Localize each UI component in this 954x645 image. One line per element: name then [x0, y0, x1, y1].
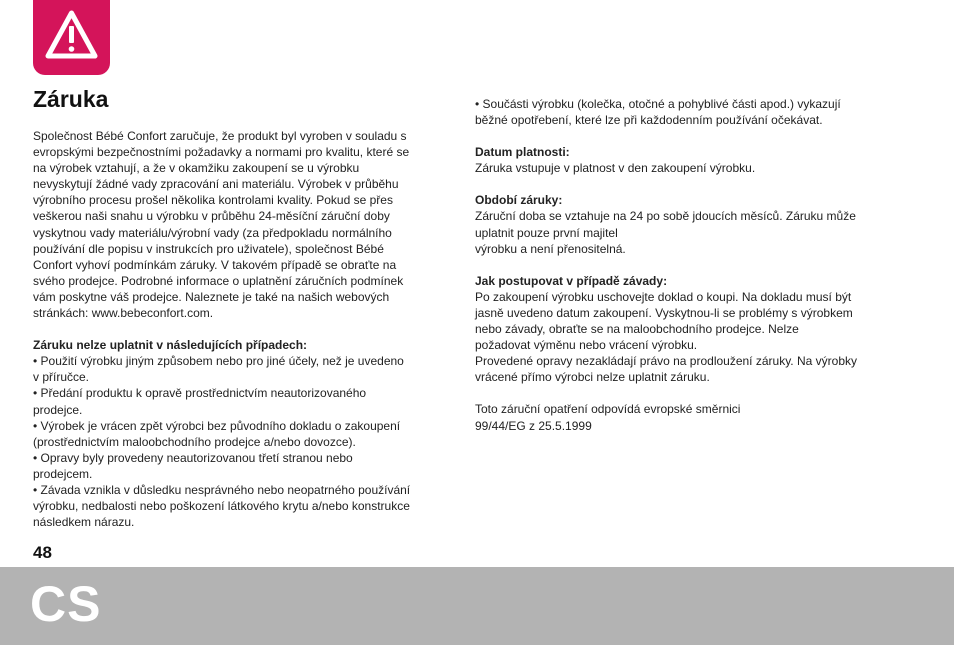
text-line: • Součásti výrobku (kolečka, otočné a pohyblivé části apod.) vykazují	[475, 97, 841, 111]
warning-triangle-icon	[45, 10, 98, 60]
text-line: 99/44/EG z 25.5.1999	[475, 418, 592, 433]
left-column	[33, 128, 453, 530]
text-line: • Předání produktu k opravě prostřednictvím neautorizovaného	[33, 386, 367, 401]
text-line: vrácené přímo výrobci nelze uplatnit záruku.	[475, 370, 710, 385]
text-line: v příručce.	[33, 370, 90, 385]
text-line: Po zakoupení výrobku uschovejte doklad o koupi. Na dokladu musí být	[475, 289, 852, 304]
exclusions-list	[33, 353, 453, 530]
text-line: výrobního procesu prošel několika kontrolami kvality. Pokud se přes	[33, 193, 393, 208]
wear-paragraph	[475, 96, 895, 128]
text-line: jasně uvedeno datum zakoupení. Vyskytnou-li se problémy s výrobkem	[475, 305, 853, 320]
text-line: nevyskytují žádné vady zpracování ani materiálu. Výrobek v průběhu	[33, 177, 399, 192]
validity-paragraph	[475, 160, 895, 176]
text-line: svého prodejce. Podrobné informace o uplatnění záručních podmínek	[33, 273, 404, 288]
text-line: výrobku a není přenositelná.	[475, 241, 626, 256]
defect-heading: Jak postupovat v případě závady:	[475, 273, 668, 288]
text-line: uplatnit pouze první majitel	[475, 225, 618, 240]
text-line: veškerou naši snahu u výrobku v průběhu 24-měsíční záruční doby	[33, 209, 390, 224]
exclusions-heading: Záruku nelze uplatnit v následujících případech:	[33, 338, 308, 353]
page-number: 48	[33, 543, 52, 562]
text-line: • Opravy byly provedeny neautorizovanou třetí stranou nebo	[33, 450, 353, 465]
text-line: • Výrobek je vrácen zpět výrobci bez původního dokladu o zakoupení	[33, 418, 401, 433]
text-line: Záruka vstupuje v platnost v den zakoupení výrobku.	[475, 161, 756, 176]
defect-paragraph	[475, 289, 895, 386]
text-line: • Použití výrobku jiným způsobem nebo pro jiné účely, než je uvedeno	[33, 354, 404, 369]
text-line: následkem nárazu.	[33, 515, 135, 530]
text-line: • Závada vznikla v důsledku nesprávného nebo neopatrného používání	[33, 482, 411, 497]
text-line: Toto záruční opatření odpovídá evropské směrnici	[475, 402, 741, 417]
text-line: Provedené opravy nezakládají právo na prodloužení záruky. Na výrobky	[475, 354, 857, 369]
directive-paragraph	[475, 401, 895, 433]
text-line: vyskytnou vady materiálu/výrobní vady (za předpokladu normálního	[33, 225, 392, 240]
right-column	[475, 96, 895, 434]
period-paragraph	[475, 208, 895, 256]
text-line: prodejce.	[33, 402, 83, 417]
text-line: na výrobek vztahují, a že v okamžiku zakoupení se u výrobku	[33, 161, 360, 176]
text-line: stránkách: www.bebeconfort.com.	[33, 306, 214, 321]
text-line: prodejcem.	[33, 466, 93, 481]
text-line: evropskými bezpečnostními požadavky a normami pro kvalitu, které se	[33, 145, 410, 160]
language-code: CS	[30, 576, 102, 632]
text-line: Společnost Bébé Confort zaručuje, že produkt byl vyroben v souladu s	[33, 129, 407, 143]
text-line: vám poskytne váš prodejce. Naleznete je také na našich webových	[33, 289, 390, 304]
period-heading: Období záruky:	[475, 193, 563, 208]
validity-heading: Datum platnosti:	[475, 145, 570, 160]
text-line: běžné opotřebení, které lze při každodenním používání očekávat.	[475, 113, 823, 128]
text-line: Záruční doba se vztahuje na 24 po sobě jdoucích měsíců. Záruku může	[475, 209, 856, 224]
text-line: používání dle popisu v instrukcích pro uživatele), společnost Bébé	[33, 241, 384, 256]
warning-badge	[33, 0, 110, 75]
text-line: (prostřednictvím maloobchodního prodejce a/nebo dovozce).	[33, 434, 356, 449]
text-line: výrobku, nedbalosti nebo poškození látkového krytu a/nebo konstrukce	[33, 499, 410, 514]
text-line: Confort vyhoví podmínkám záruky. V takovém případě se obraťte na	[33, 257, 397, 272]
footer-band	[0, 567, 954, 645]
page-title: Záruka	[33, 86, 109, 112]
intro-paragraph	[33, 128, 453, 321]
text-line: nebo závady, obraťte se na maloobchodního prodejce. Nelze	[475, 322, 799, 337]
text-line: požadovat výměnu nebo vrácení výrobku.	[475, 338, 698, 353]
